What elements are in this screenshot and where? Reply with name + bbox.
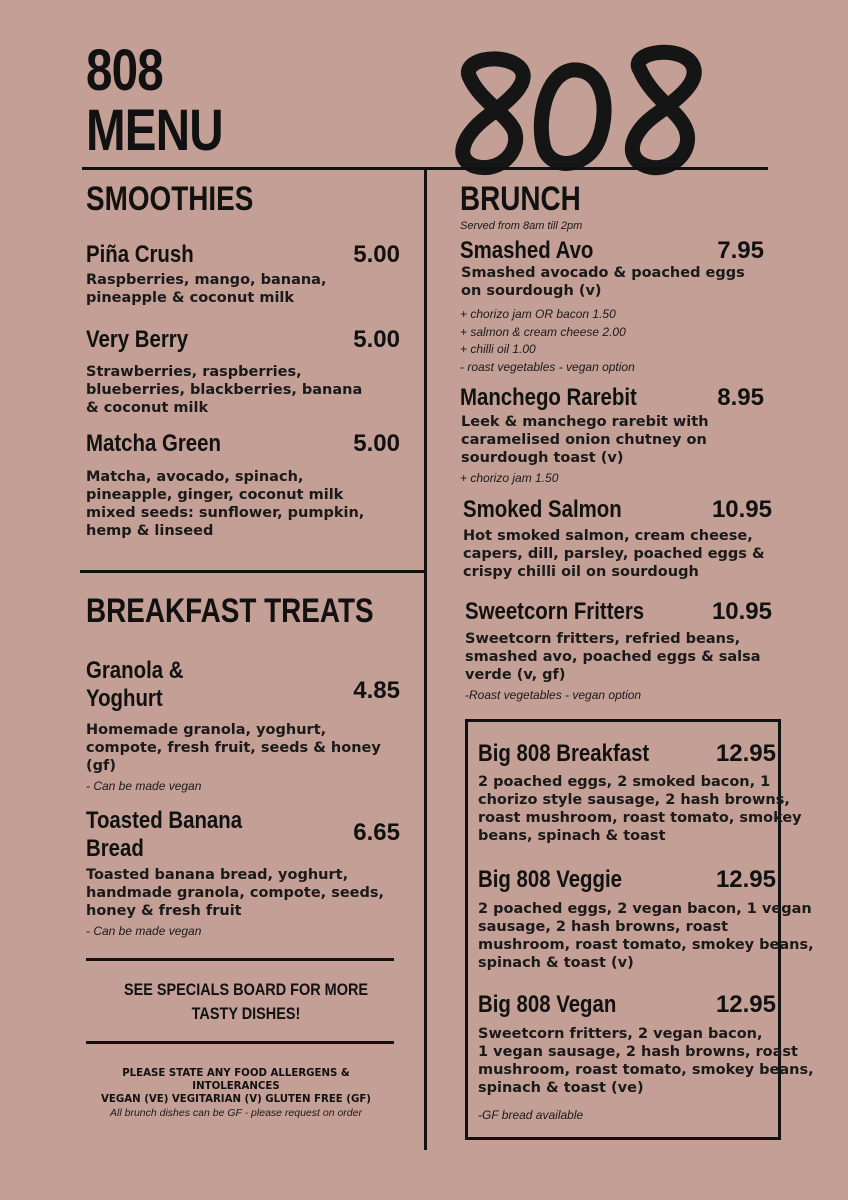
big808-item-desc: 2 poached eggs, 2 vegan bacon, 1 vegan sausage, 2 hash browns, roast mushroom, roast tomato, smokey beans, spinach & toast (v) [478,901,814,971]
brunch-item-price: 7.95 [717,237,764,264]
big808-item-name: Big 808 Vegan [478,991,617,1018]
brunch-item-price: 8.95 [717,384,764,411]
specials-note: SEE SPECIALS BOARD FOR MORE TASTY DISHES! [123,980,369,1023]
big808-item-price: 12.95 [715,740,776,767]
breakfast-heading: BREAKFAST TREATS [86,592,374,630]
big808-item-price: 12.95 [715,991,776,1018]
smoothie-price: 5.00 [353,241,400,268]
big808-item-desc: 2 poached eggs, 2 smoked bacon, 1 chorizo style sausage, 2 hash browns, roast mushroom, roast tomato, smokey beans, spinach & toast [478,774,802,844]
specials-rule-bottom [86,1041,394,1044]
breakfast-item-desc: Toasted banana bread, yoghurt, handmade granola, compote, seeds, honey & fresh fruit [86,867,385,919]
smoothie-desc: Raspberries, mango, banana, pineapple & coconut milk [86,272,327,306]
breakfast-item-note: - Can be made vegan [86,779,202,793]
big808-item-price: 12.95 [715,866,776,893]
big808-item-name: Big 808 Veggie [478,866,622,893]
menu-title-line2: MENU [86,98,223,163]
brunch-item-name: Smashed Avo [460,237,594,264]
big808-gf-note: -GF bread available [478,1108,584,1122]
smoothie-desc: Strawberries, raspberries, blueberries, blackberries, banana & coconut milk [86,364,363,416]
breakfast-item-desc: Homemade granola, yoghurt, compote, fresh fruit, seeds & honey (gf) [86,722,381,774]
brunch-heading: BRUNCH [460,180,581,218]
allergen-info: PLEASE STATE ANY FOOD ALLERGENS & INTOLERANCES VEGAN (VE) VEGITARIAN (V) GLUTEN FREE (GF) All brunch dishes can be GF - please request on order [101,1068,371,1119]
smoothie-name: Matcha Green [86,430,221,457]
brunch-item-desc: Hot smoked salmon, cream cheese, capers, dill, parsley, poached eggs & crispy chilli oil on sourdough [463,528,765,580]
brunch-item-name: Sweetcorn Fritters [465,598,645,625]
brunch-served-note: Served from 8am till 2pm [460,220,583,232]
big808-item-desc: Sweetcorn fritters, 2 vegan bacon, 1 vegan sausage, 2 hash browns, roast mushroom, roast tomato, smokey beans, spinach & toast (ve) [478,1026,814,1096]
specials-rule-top [86,958,394,961]
breakfast-item-name: Granola & Yoghurt [86,657,184,712]
brunch-item-note: -Roast vegetables - vegan option [465,688,642,702]
brunch-item-price: 10.95 [711,496,772,523]
breakfast-item-price: 4.85 [353,677,400,704]
brunch-item-addons: + chorizo jam 1.50 [460,471,559,485]
smoothie-name: Piña Crush [86,241,194,268]
smoothies-heading: SMOOTHIES [86,180,254,218]
breakfast-item-price: 6.65 [353,819,400,846]
left-section-rule [80,570,426,573]
smoothie-desc: Matcha, avocado, spinach, pineapple, ginger, coconut milk mixed seeds: sunflower, pumpkin, hemp & linseed [86,469,365,539]
smoothie-price: 5.00 [353,430,400,457]
brunch-item-desc: Leek & manchego rarebit with caramelised onion chutney on sourdough toast (v) [461,414,709,466]
brunch-item-desc: Smashed avocado & poached eggs on sourdough (v) [461,265,745,299]
big808-item-name: Big 808 Breakfast [478,740,650,767]
script-808-logo [440,30,720,180]
brunch-item-price: 10.95 [711,598,772,625]
breakfast-item-name: Toasted Banana Bread [86,807,243,862]
menu-title-line1: 808 [86,38,163,103]
brunch-item-addons: + chorizo jam OR bacon 1.50 + salmon & cream cheese 2.00 + chilli oil 1.00 - roast vegetables - vegan option [460,307,635,374]
smoothie-name: Very Berry [86,326,189,353]
brunch-item-name: Smoked Salmon [463,496,622,523]
column-divider [424,167,427,1150]
breakfast-item-note: - Can be made vegan [86,924,202,938]
brunch-item-name: Manchego Rarebit [460,384,637,411]
brunch-item-desc: Sweetcorn fritters, refried beans, smashed avo, poached eggs & salsa verde (v, gf) [465,631,761,683]
smoothie-price: 5.00 [353,326,400,353]
